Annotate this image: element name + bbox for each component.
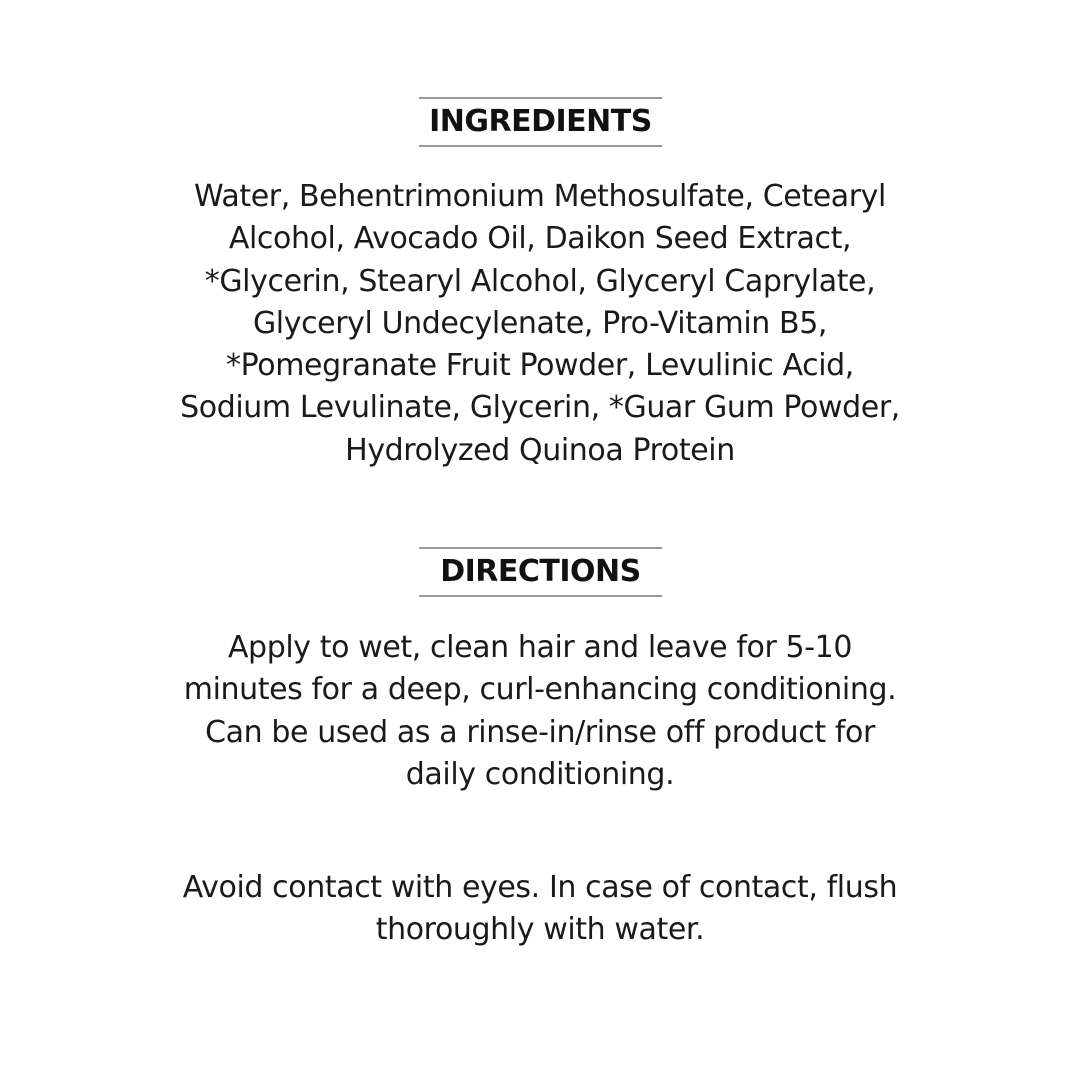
directions-line: Can be used as a rinse-in/rinse off product for	[205, 714, 875, 750]
directions-line: minutes for a deep, curl-enhancing conditioning.	[183, 672, 897, 708]
ingredients-line: *Glycerin, Stearyl Alcohol, Glyceryl Caprylate,	[204, 263, 876, 299]
directions-text	[90, 627, 990, 796]
directions-line: daily conditioning.	[405, 756, 675, 792]
ingredients-line: *Pomegranate Fruit Powder, Levulinic Acid,	[226, 348, 854, 384]
directions-line: Apply to wet, clean hair and leave for 5-10	[227, 630, 853, 665]
ingredients-heading: INGREDIENTS	[419, 97, 662, 147]
warning-text	[90, 867, 990, 952]
warning-line: Avoid contact with eyes. In case of contact, flush	[182, 870, 898, 905]
ingredients-line: Hydrolyzed Quinoa Protein	[345, 432, 735, 468]
ingredients-line: Glyceryl Undecylenate, Pro-Vitamin B5,	[252, 305, 828, 341]
ingredients-line: Alcohol, Avocado Oil, Daikon Seed Extract,	[228, 221, 852, 257]
ingredients-list	[90, 176, 990, 472]
directions-heading: DIRECTIONS	[419, 547, 662, 597]
ingredients-line: Sodium Levulinate, Glycerin, *Guar Gum Powder,	[180, 390, 900, 426]
warning-line: thoroughly with water.	[375, 912, 705, 948]
ingredients-line: Water, Behentrimonium Methosulfate, Cetearyl	[194, 179, 886, 214]
